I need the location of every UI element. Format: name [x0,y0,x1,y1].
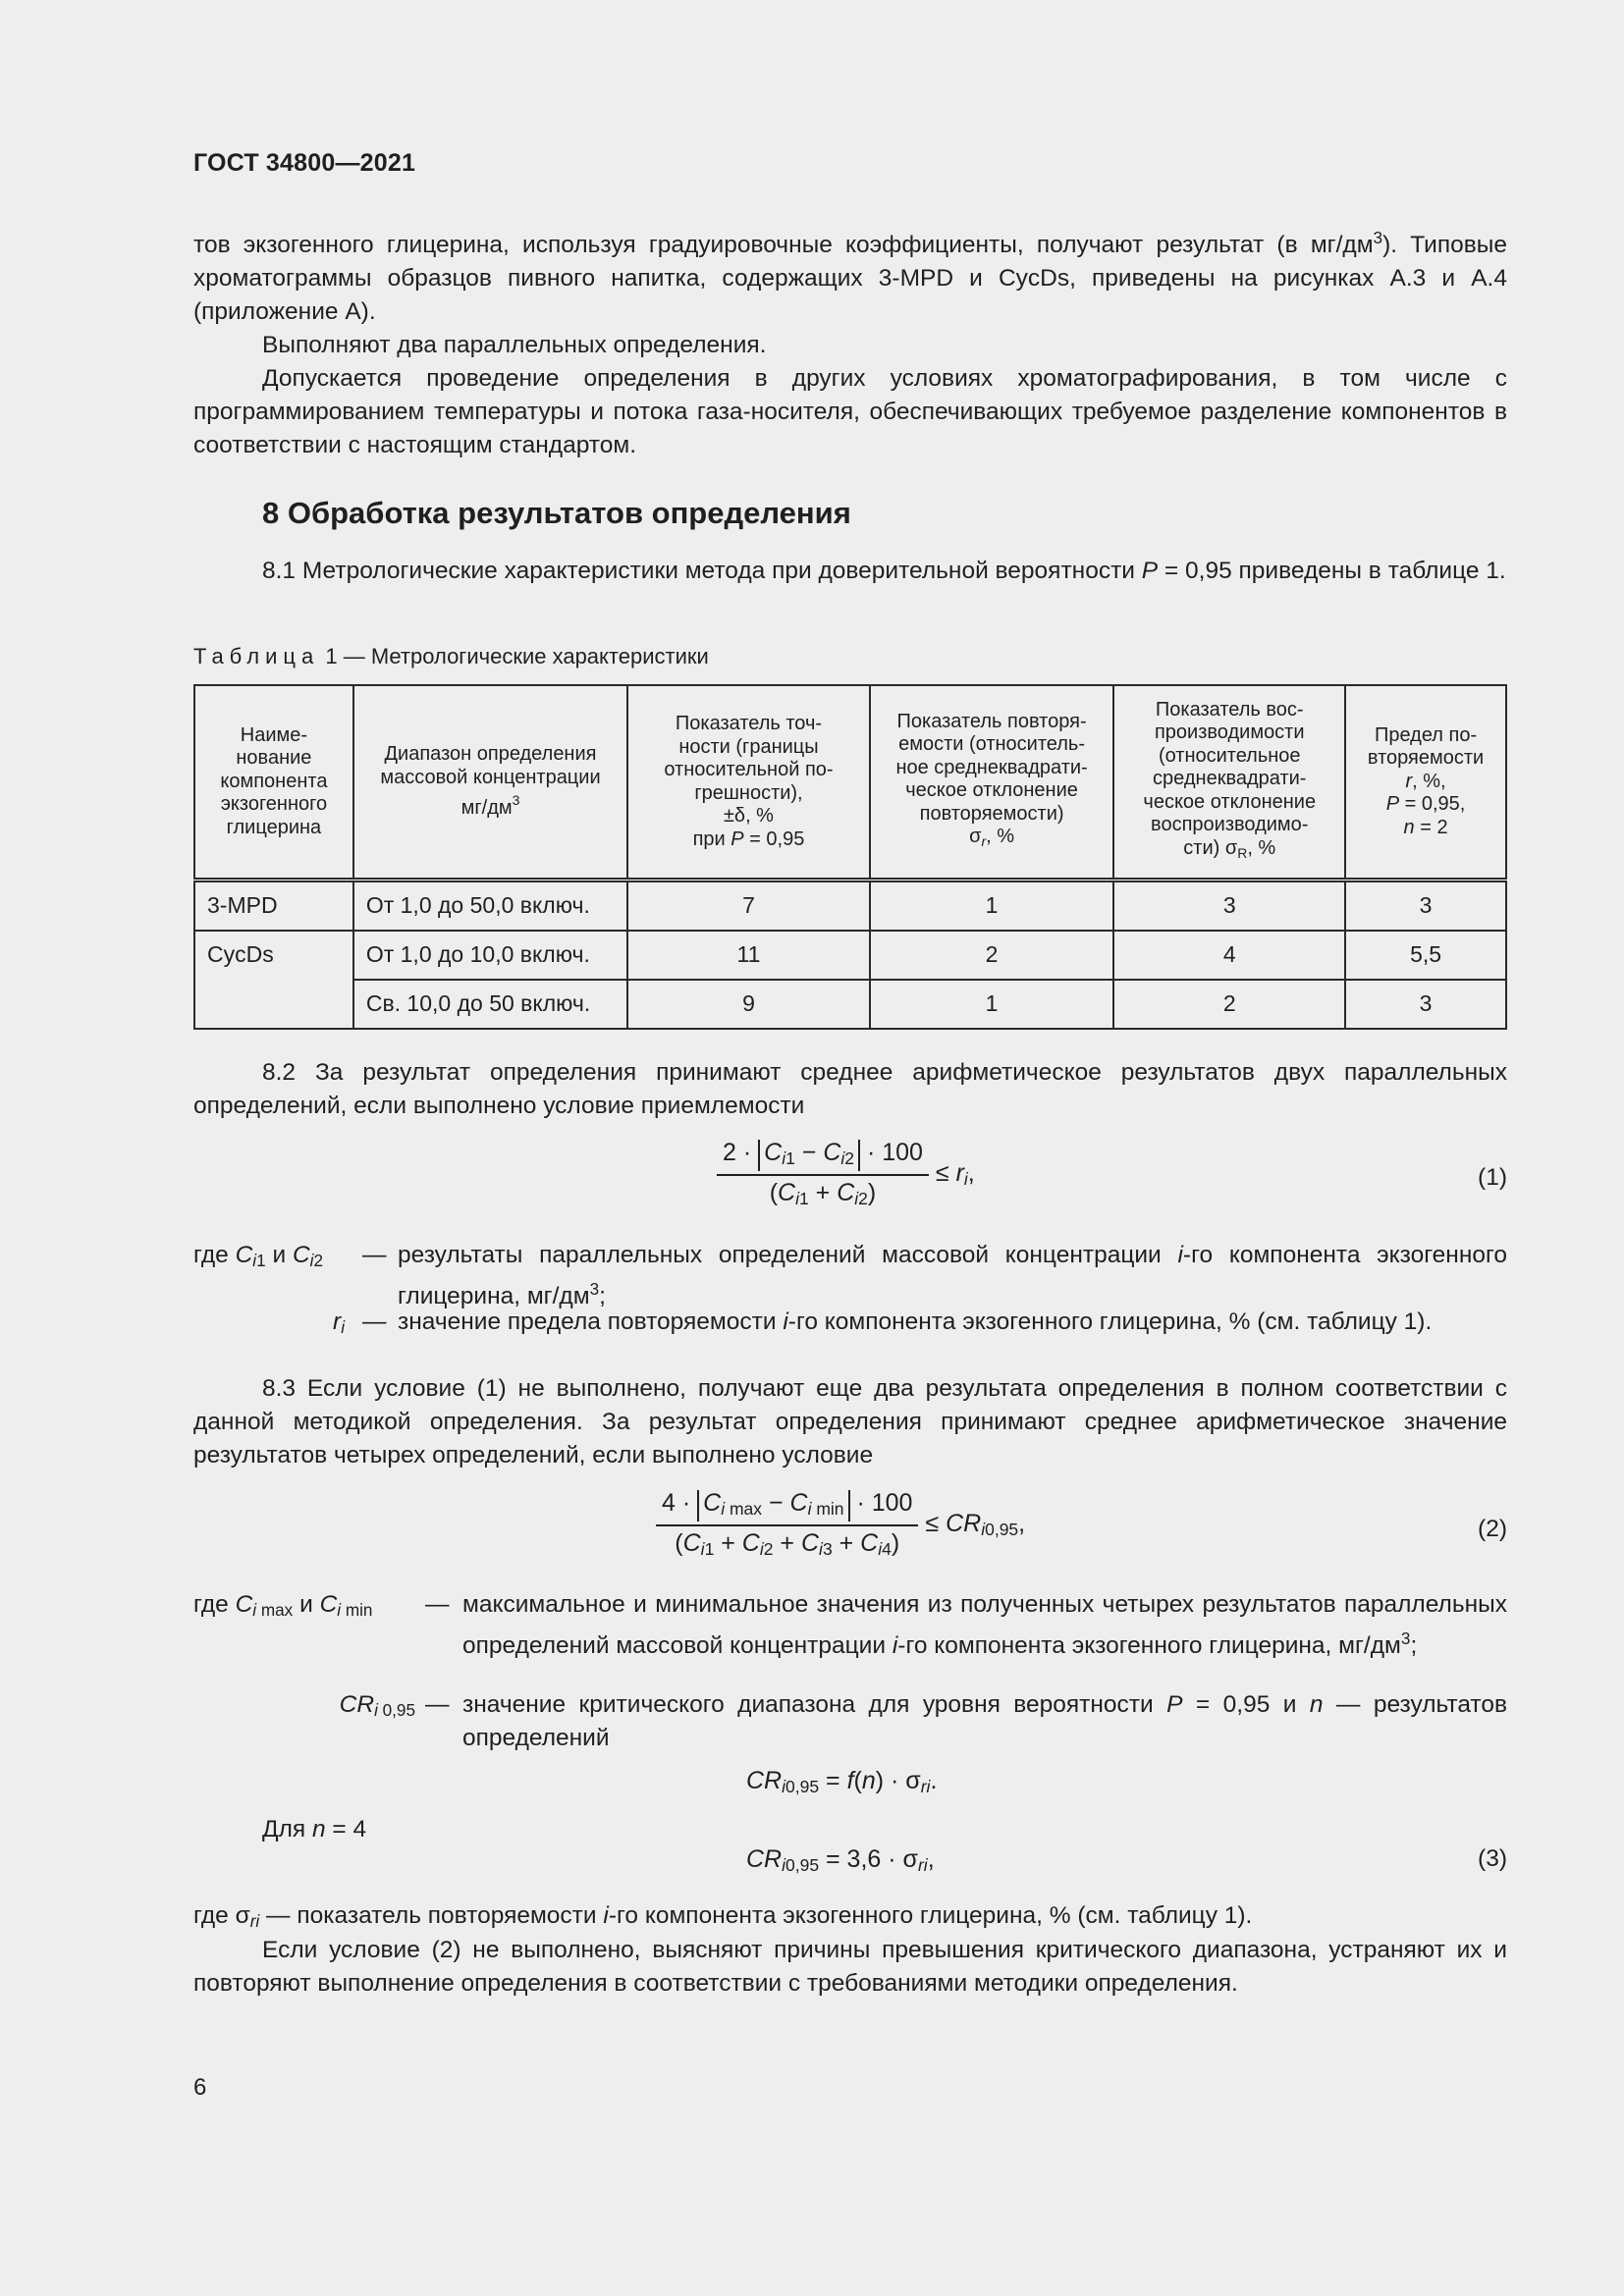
formula-1: $\frac{2 \cdot C_{i1} - C_{i2} \cdot 100}{(C_{i1} + C_{i2})}$ ≤ $r_i$, [717,1139,975,1209]
cell-range: От 1,0 до 50,0 включ. [353,881,627,932]
table-row [194,931,1506,980]
cell-component: CycDs [194,931,353,1029]
formula-3: $CR_{i0,95} = 3,6 \cdot \sigma_{ri}$, [746,1845,935,1875]
section-title: 8 Обработка результатов определения [262,496,851,530]
equation-number-2: (2) [1478,1516,1507,1542]
intro-paragraph-3: Допускается проведение определения в других условиях хроматографирования, в том числе с программированием температуры и потока газа-носителя, обеспечивающих требуемое разделение компонентов в соответствии с настоящим стандартом. [193,365,1507,458]
metrology-table [193,684,1507,1030]
cell-component: 3-MPD [194,881,353,932]
cell-range: Св. 10,0 до 50 включ. [353,980,627,1029]
definition-sigma: где $\sigma_{ri}$ — показатель повторяемости i-го компонента экзогенного глицерина, % (см. таблицу 1). [193,1902,1253,1931]
equation-number-1: (1) [1478,1164,1507,1191]
formula-2: $\frac{4 \cdot C_{i max} - C_{i min} \cdot 100}{(C_{i1} + C_{i2} + C_{i3} + C_{i4})}$ ≤ $CR_{i0,95}$, [656,1489,1025,1560]
cell-accuracy: 9 [627,980,870,1029]
table-row [194,881,1506,932]
final-paragraph: Если условие (2) не выполнено, выясняют причины превышения критического диапазона, устраняют их и повторяют выполнение определения в соответствии с требованиями методики определения. [193,1937,1507,1997]
paragraph-8-1: 8.1 Метрологические характеристики метода при доверительной вероятности P = 0,95 приведены в таблице 1. [262,558,1506,584]
cell-range: От 1,0 до 10,0 включ. [353,931,627,980]
header-range: Диапазон определения массовой концентрации $мг/дм^3$ [353,685,627,881]
cell-reproducibility: 4 [1113,931,1345,980]
paragraph-8-3: 8.3 Если условие (1) не выполнено, получают еще два результата определения в полном соответствии с данной методикой определения. За результат определения принимают среднее арифметическое значение результатов четырех определений, если выполнено условие [193,1375,1507,1468]
header-accuracy: Показатель точ- ности (границы относительной по- грешности), ±δ, % при P = 0,95 [627,685,870,881]
cell-repeatability: 1 [870,881,1114,932]
equation-number-3: (3) [1478,1845,1507,1872]
header-reproducibility: Показатель вос- производимости (относительное среднеквадрати- ческое отклонение воспроизводимо- сти) $\sigma_R$, % [1113,685,1345,881]
paragraph-8-2: 8.2 За результат определения принимают среднее арифметическое результатов двух параллельных определений, если выполнено условие приемлемости [193,1059,1507,1119]
page-number: 6 [193,2074,207,2101]
cell-limit: 5,5 [1345,931,1506,980]
formula-cr-general: $CR_{i0,95} = f(n) \cdot \sigma_{ri}$. [746,1767,938,1796]
table-caption: Таблица 1 — Метрологические характеристики [193,644,709,668]
intro-paragraph-1: тов экзогенного глицерина, используя градуировочные коэффициенты, получают результат (в $мг/дм^3$). Типовые хроматограммы образцов пивного напитка, содержащих 3-MPD и CycDs, приведены на рисунках А.3 и А.4 (приложение А). [193,228,1507,325]
table-row [194,980,1506,1029]
n-equals-4: Для n = 4 [262,1816,367,1842]
definitions-2: где $C_{i max}$ и $C_{i min}$ — максимальное и минимальное значения из полученных четырех результатов параллельных определений массовой концентрации i-го компонента экзогенного глицерина, $мг/дм^3$; $CR_{i 0,95}$ — значение критического диапазона для уровня вероятности P = 0,95 и n — результатов определений [193,1591,1507,1751]
cell-accuracy: 7 [627,881,870,932]
doc-header: ГОСТ 34800—2021 [193,149,416,177]
cell-accuracy: 11 [627,931,870,980]
cell-repeatability: 1 [870,980,1114,1029]
intro-paragraph-2: Выполняют два параллельных определения. [262,332,767,358]
cell-limit: 3 [1345,980,1506,1029]
intro-block [193,221,1507,462]
cell-repeatability: 2 [870,931,1114,980]
cell-limit: 3 [1345,881,1506,932]
cell-reproducibility: 2 [1113,980,1345,1029]
header-component: Наиме- нование компонента экзогенного глицерина [194,685,353,881]
definitions-1: где $C_{i1}$ и $C_{i2}$ — результаты параллельных определений массовой концентрации i-го компонента экзогенного глицерина, $мг/дм^3$; $r_i$ — значение предела повторяемости i-го компонента экзогенного глицерина, % (см. таблицу 1). [193,1242,1507,1337]
table-header-row [194,685,1506,881]
header-repeatability: Показатель повторя- емости (относитель- ное среднеквадрати- ческое отклонение повторяемости) $\sigma_r$, % [870,685,1114,881]
header-limit: Предел по- вторяемости r, %, P = 0,95, n = 2 [1345,685,1506,881]
cell-reproducibility: 3 [1113,881,1345,932]
